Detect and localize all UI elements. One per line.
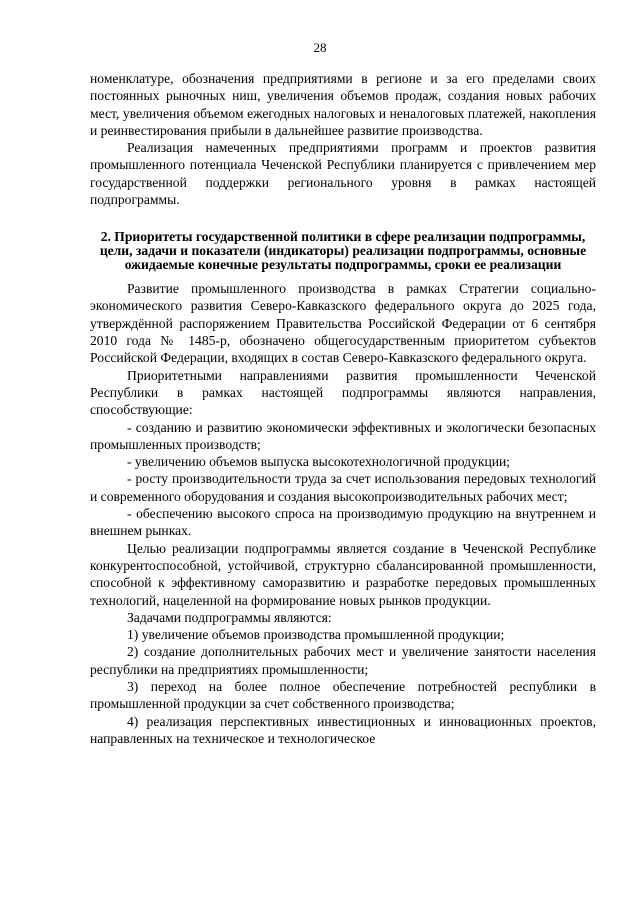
section-heading: 2. Приоритеты государственной политики в сфере реализации подпрограммы, цели, задачи и показатели (индикаторы) реализации подпрограммы, основные ожидаемые конечные результаты подпрограммы, сроки ее реализации <box>99 229 587 272</box>
list-item: - обеспечению высокого спроса на производимую продукцию на внутреннем и внешнем рынках. <box>90 506 596 539</box>
paragraph-tasks-intro: Задачами подпрограммы являются: <box>127 609 332 625</box>
page-content <box>90 70 596 747</box>
task-item: 1) увеличение объемов производства промышленной продукции; <box>127 627 505 643</box>
paragraph-continuation: номенклатуре, обозначения предприятиями в регионе и за его пределами своих постоянных рыночных ниш, увеличения объемов продаж, создания новых рабочих мест, увеличения объемом ежегодных налоговых и неналоговых платежей, накопления и реинвестирования прибыли в дальнейшее развитие производства. <box>90 71 596 138</box>
paragraph-implementation: Реализация намеченных предприятиями программ и проектов развития промышленного потенциала Чеченской Республики планируется с привлечением мер государственной поддержки регионального уровня в рамках настоящей подпрограммы. <box>90 140 596 208</box>
task-item: 2) создание дополнительных рабочих мест и увеличение занятости населения республики на предприятиях промышленности; <box>90 644 596 677</box>
list-item: - увеличению объемов выпуска высокотехнологичной продукции; <box>127 454 511 470</box>
page-number: 28 <box>313 40 327 55</box>
paragraph-strategy: Развитие промышленного производства в рамках Стратегии социально-экономического развития Северо-Кавказского федерального округа до 2025 года, утверждённой распоряжением Правительства Российской Федерации от 6 сентября 2010 года № 1485-р, обозначено общегосударственным приоритетом субъектов Российской Федерации, входящих в состав Северо-Кавказского федерального округа. <box>90 281 596 366</box>
task-item: 3) переход на более полное обеспечение потребностей республики в промышленной продукции за счет собственного производства; <box>90 678 596 712</box>
list-item: - росту производительности труда за счет использования передовых технологий и современного оборудования и создания высокопроизводительных рабочих мест; <box>90 471 596 504</box>
task-item: 4) реализация перспективных инвестиционных и инновационных проектов, направленных на техническое и технологическое <box>90 713 596 746</box>
list-item: - созданию и развитию экономически эффективных и экологически безопасных промышленных производств; <box>90 419 596 452</box>
paragraph-priorities-intro: Приоритетными направлениями развития промышленности Чеченской Республики в рамках настоящей подпрограммы являются направления, способствующие: <box>90 367 596 418</box>
paragraph-goal: Целью реализации подпрограммы является создание в Чеченской Республике конкурентоспособной, устойчивой, структурно сбалансированной промышленности, способной к эффективному саморазвитию и разработке передовых промышленных технологий, нацеленной на формирование новых рынков продукции. <box>90 540 596 608</box>
